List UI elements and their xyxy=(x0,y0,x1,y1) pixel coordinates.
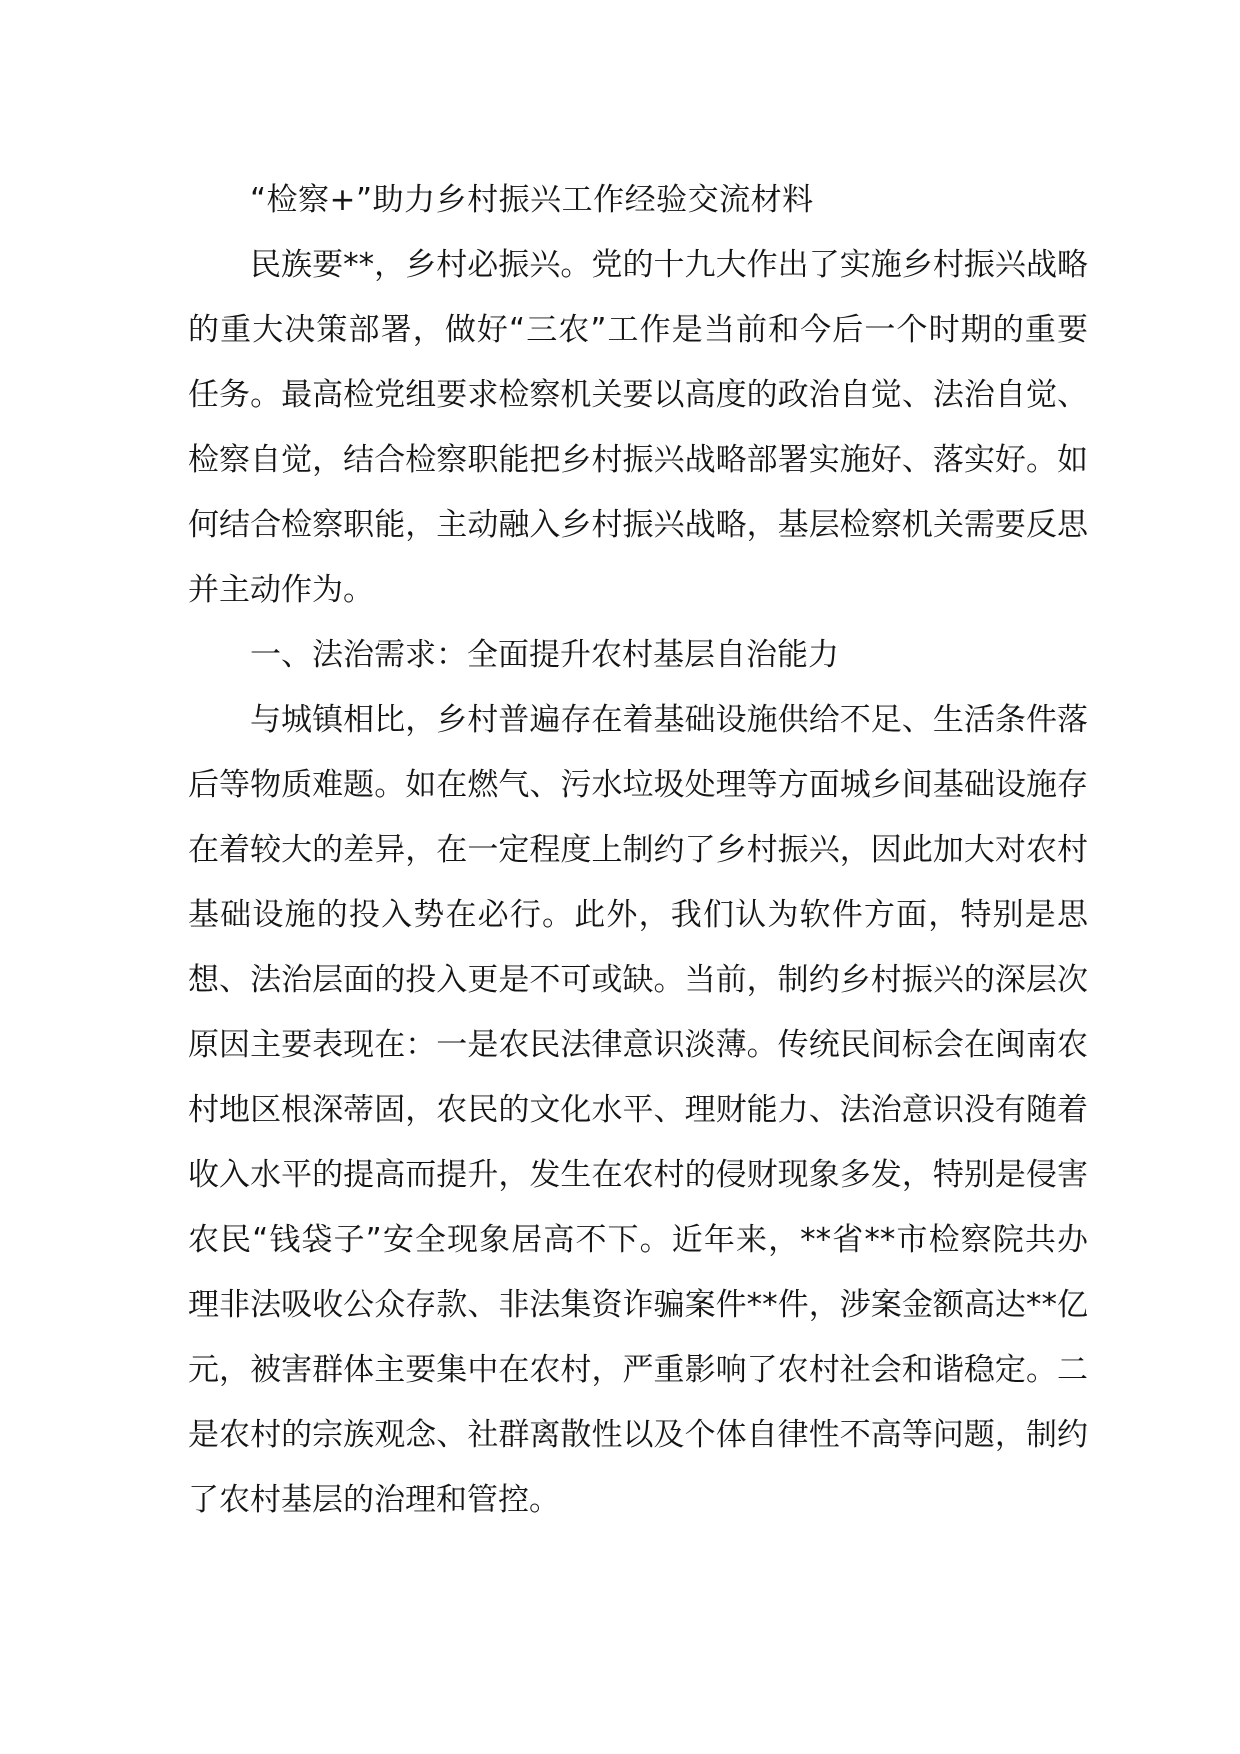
document-title: “检察+”助力乡村振兴工作经验交流材料 xyxy=(250,182,814,218)
section-heading-1: 一、法治需求：全面提升农村基层自治能力 xyxy=(250,637,839,673)
paragraph-intro: 民族要**，乡村必振兴。党的十九大作出了实施乡村振兴战略的重大决策部署，做好“三农”工作是当前和今后一个时期的重要任务。最高检党组要求检察机关要以高度的政治自觉、法治自觉、检察自觉，结合检察职能把乡村振兴战略部署实施好、落实好。如何结合检察职能，主动融入乡村振兴战略，基层检察机关需要反思并主动作为。 xyxy=(188,247,1088,608)
paragraph-section-1: 与城镇相比，乡村普遍存在着基础设施供给不足、生活条件落后等物质难题。如在燃气、污水垃圾处理等方面城乡间基础设施存在着较大的差异，在一定程度上制约了乡村振兴，因此加大对农村基础设施的投入势在必行。此外，我们认为软件方面，特别是思想、法治层面的投入更是不可或缺。当前，制约乡村振兴的深层次原因主要表现在：一是农民法律意识淡薄。传统民间标会在闽南农村地区根深蒂固，农民的文化水平、理财能力、法治意识没有随着收入水平的提高而提升，发生在农村的侵财现象多发，特别是侵害农民“钱袋子”安全现象居高不下。近年来，**省**市检察院共办理非法吸收公众存款、非法集资诈骗案件**件，涉案金额高达**亿元，被害群体主要集中在农村，严重影响了农村社会和谐稳定。二是农村的宗族观念、社群离散性以及个体自律性不高等问题，制约了农村基层的治理和管控。 xyxy=(188,702,1088,1518)
document-body xyxy=(188,168,1088,1533)
